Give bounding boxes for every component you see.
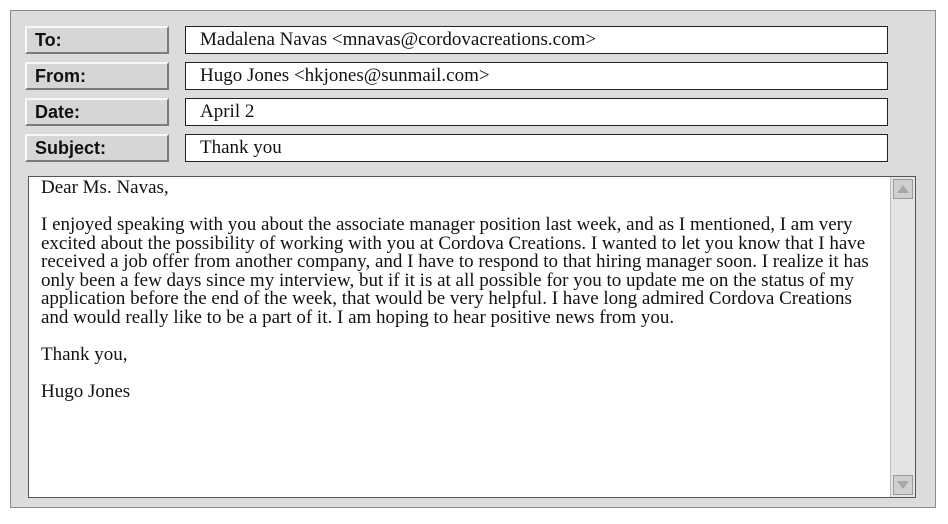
greeting: Dear Ms. Navas, bbox=[41, 177, 169, 198]
from-label: From: bbox=[25, 62, 169, 90]
subject-label: Subject: bbox=[25, 134, 169, 162]
to-label: To: bbox=[25, 26, 169, 54]
from-field[interactable]: Hugo Jones <hkjones@sunmail.com> bbox=[185, 62, 888, 90]
scroll-up-button[interactable] bbox=[893, 179, 913, 199]
date-label: Date: bbox=[25, 98, 169, 126]
message-paragraph: I enjoyed speaking with you about the associate manager position last week, and as I mentioned, I am very excited about the possibility of working with you at Cordova Creations. I wanted to let you know that I have received a job offer from another company, and I have to respond to that hiring manager soon. I realize it has only been a few days since my interview, but if it is at all possible for you to update me on the status of my application before the end of the week, that would be very helpful. I have long admired Cordova Creations and would really like to be a part of it. I am hoping to hear positive news from you. bbox=[41, 214, 869, 328]
scroll-down-button[interactable] bbox=[893, 475, 913, 495]
triangle-up-icon bbox=[897, 185, 909, 193]
signature: Hugo Jones bbox=[41, 380, 131, 402]
triangle-down-icon bbox=[897, 481, 909, 489]
vertical-scrollbar[interactable] bbox=[890, 177, 915, 497]
message-body[interactable] bbox=[28, 176, 916, 498]
closing: Thank you, bbox=[41, 343, 128, 365]
date-field[interactable]: April 2 bbox=[185, 98, 888, 126]
message-text bbox=[29, 177, 891, 420]
to-field[interactable]: Madalena Navas <mnavas@cordovacreations.com> bbox=[185, 26, 888, 54]
subject-field[interactable]: Thank you bbox=[185, 134, 888, 162]
